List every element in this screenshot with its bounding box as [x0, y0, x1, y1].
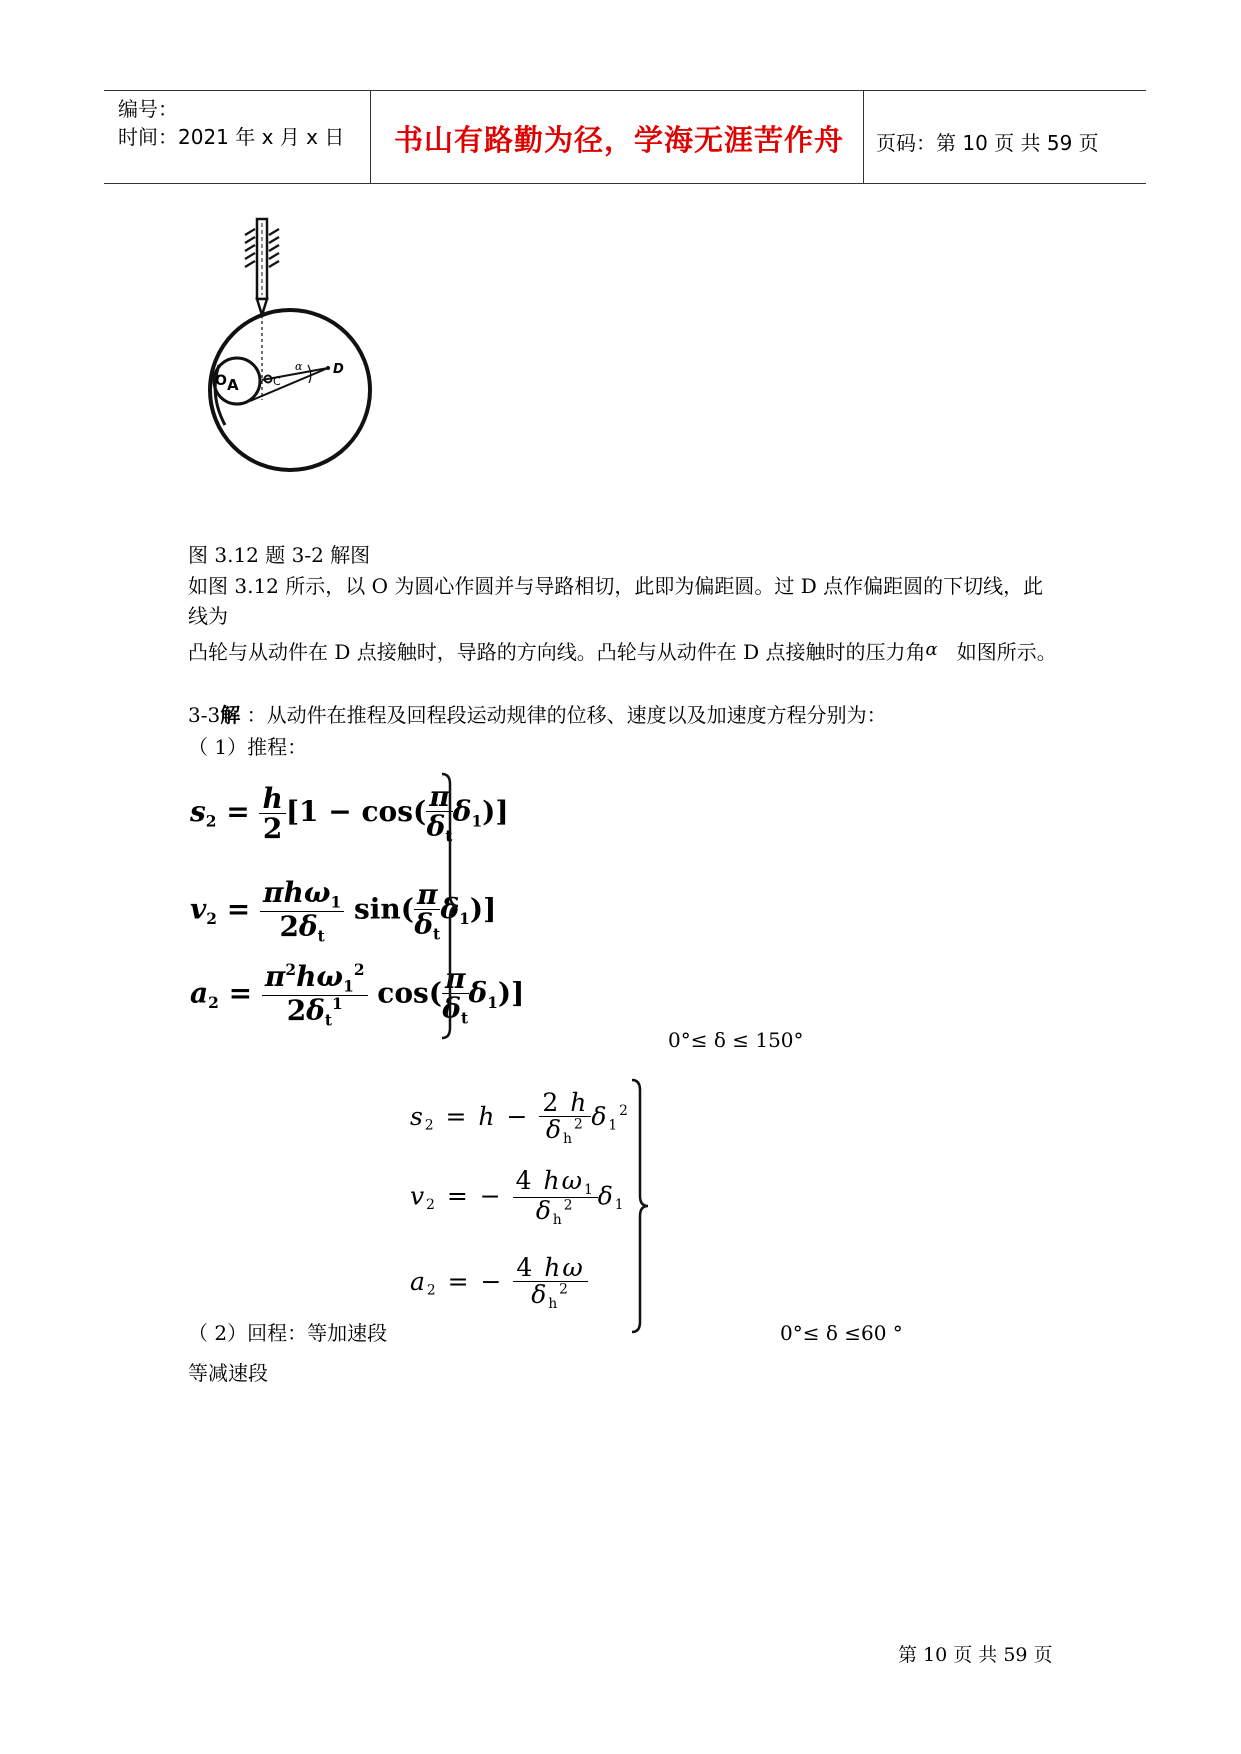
range-return: 0°≤ δ ≤60 °	[780, 1321, 903, 1345]
tangent-line	[250, 368, 328, 401]
paragraph-2-text: 凸轮与从动件在 D 点接触时，导路的方向线。凸轮与从动件在 D 点接触时的压力角	[188, 640, 926, 664]
header-divider-right	[863, 90, 864, 183]
paragraph-1: 如图 3.12 所示，以 O 为圆心作圆并与导路相切，此即为偏距圆。过 D 点作偏距圆的下切线，此线为	[188, 574, 1044, 628]
header-divider-left	[370, 90, 371, 183]
paragraph-2	[188, 635, 1068, 667]
header-top-rule	[104, 90, 1146, 91]
solution-text: ：从动件在推程及回程段运动规律的位移、速度以及加速度方程分别为：	[246, 703, 887, 727]
figure-caption: 图 3.12 题 3-2 解图	[188, 543, 371, 567]
range-rise: 0°≤ δ ≤ 150°	[668, 1028, 804, 1052]
label-d: D	[333, 362, 344, 377]
rise-label: （ 1）推程：	[188, 735, 308, 759]
brace-return	[630, 1078, 652, 1334]
equation-s2-return: $s_2 = h$ − $\frac{2 h}{\delta_h^2}$ $\delta_1^2$	[410, 1088, 630, 1148]
footer-page-number: 第 10 页 共 59 页	[898, 1644, 1053, 1666]
equation-a2-return: $a_2$ = − $\frac{4 h\omega}{\delta_h^2}$	[410, 1255, 588, 1312]
header-number-label: 编号：	[118, 97, 178, 121]
label-o: O	[215, 373, 227, 389]
solution-bold: 解	[220, 703, 241, 727]
header-time-label: 时间：2021 年 x 月 x 日	[118, 125, 345, 149]
header-bottom-rule	[104, 183, 1146, 184]
equation-v2-rise: $v_2$ = $\frac{\pi h\omega_1}{2\delta_t}$ sin( $\frac{\pi}{\delta_t}$ $\delta_1$)]	[190, 876, 497, 945]
label-a: A	[227, 376, 239, 394]
label-alpha: α	[295, 360, 303, 373]
decel-label: 等减速段	[188, 1361, 268, 1385]
cam-figure	[195, 215, 405, 525]
solution-heading	[188, 700, 887, 730]
return-label: （ 2）回程：等加速段	[188, 1321, 388, 1345]
header-motto: 书山有路勤为径，学海无涯苦作舟	[394, 123, 845, 157]
equation-a2-rise: $a_2$ = $\frac{\pi^2h\omega_1^2}{2\delta_t^1}$ cos( $\frac{\pi}{\delta_t}$ $\delta_1$)]	[190, 960, 525, 1029]
alpha-symbol: α	[925, 639, 938, 660]
equation-v2-return: $v_2$ = − $\frac{4 h\omega_1}{\delta_h^2}$ $\delta_1$	[410, 1166, 626, 1229]
label-c: C	[273, 375, 281, 388]
paragraph-2-tail: 如图所示。	[956, 640, 1057, 664]
solution-prefix: 3-3	[188, 703, 221, 727]
brace-rise	[440, 772, 462, 1040]
equation-s2-rise: $s_2$ = $\frac{h}{2}$ [1 − cos( $\frac{\pi}{\delta_t}$ $\delta_1$)]	[190, 780, 509, 846]
header-page-code: 页码：第 10 页 共 59 页	[876, 131, 1099, 155]
